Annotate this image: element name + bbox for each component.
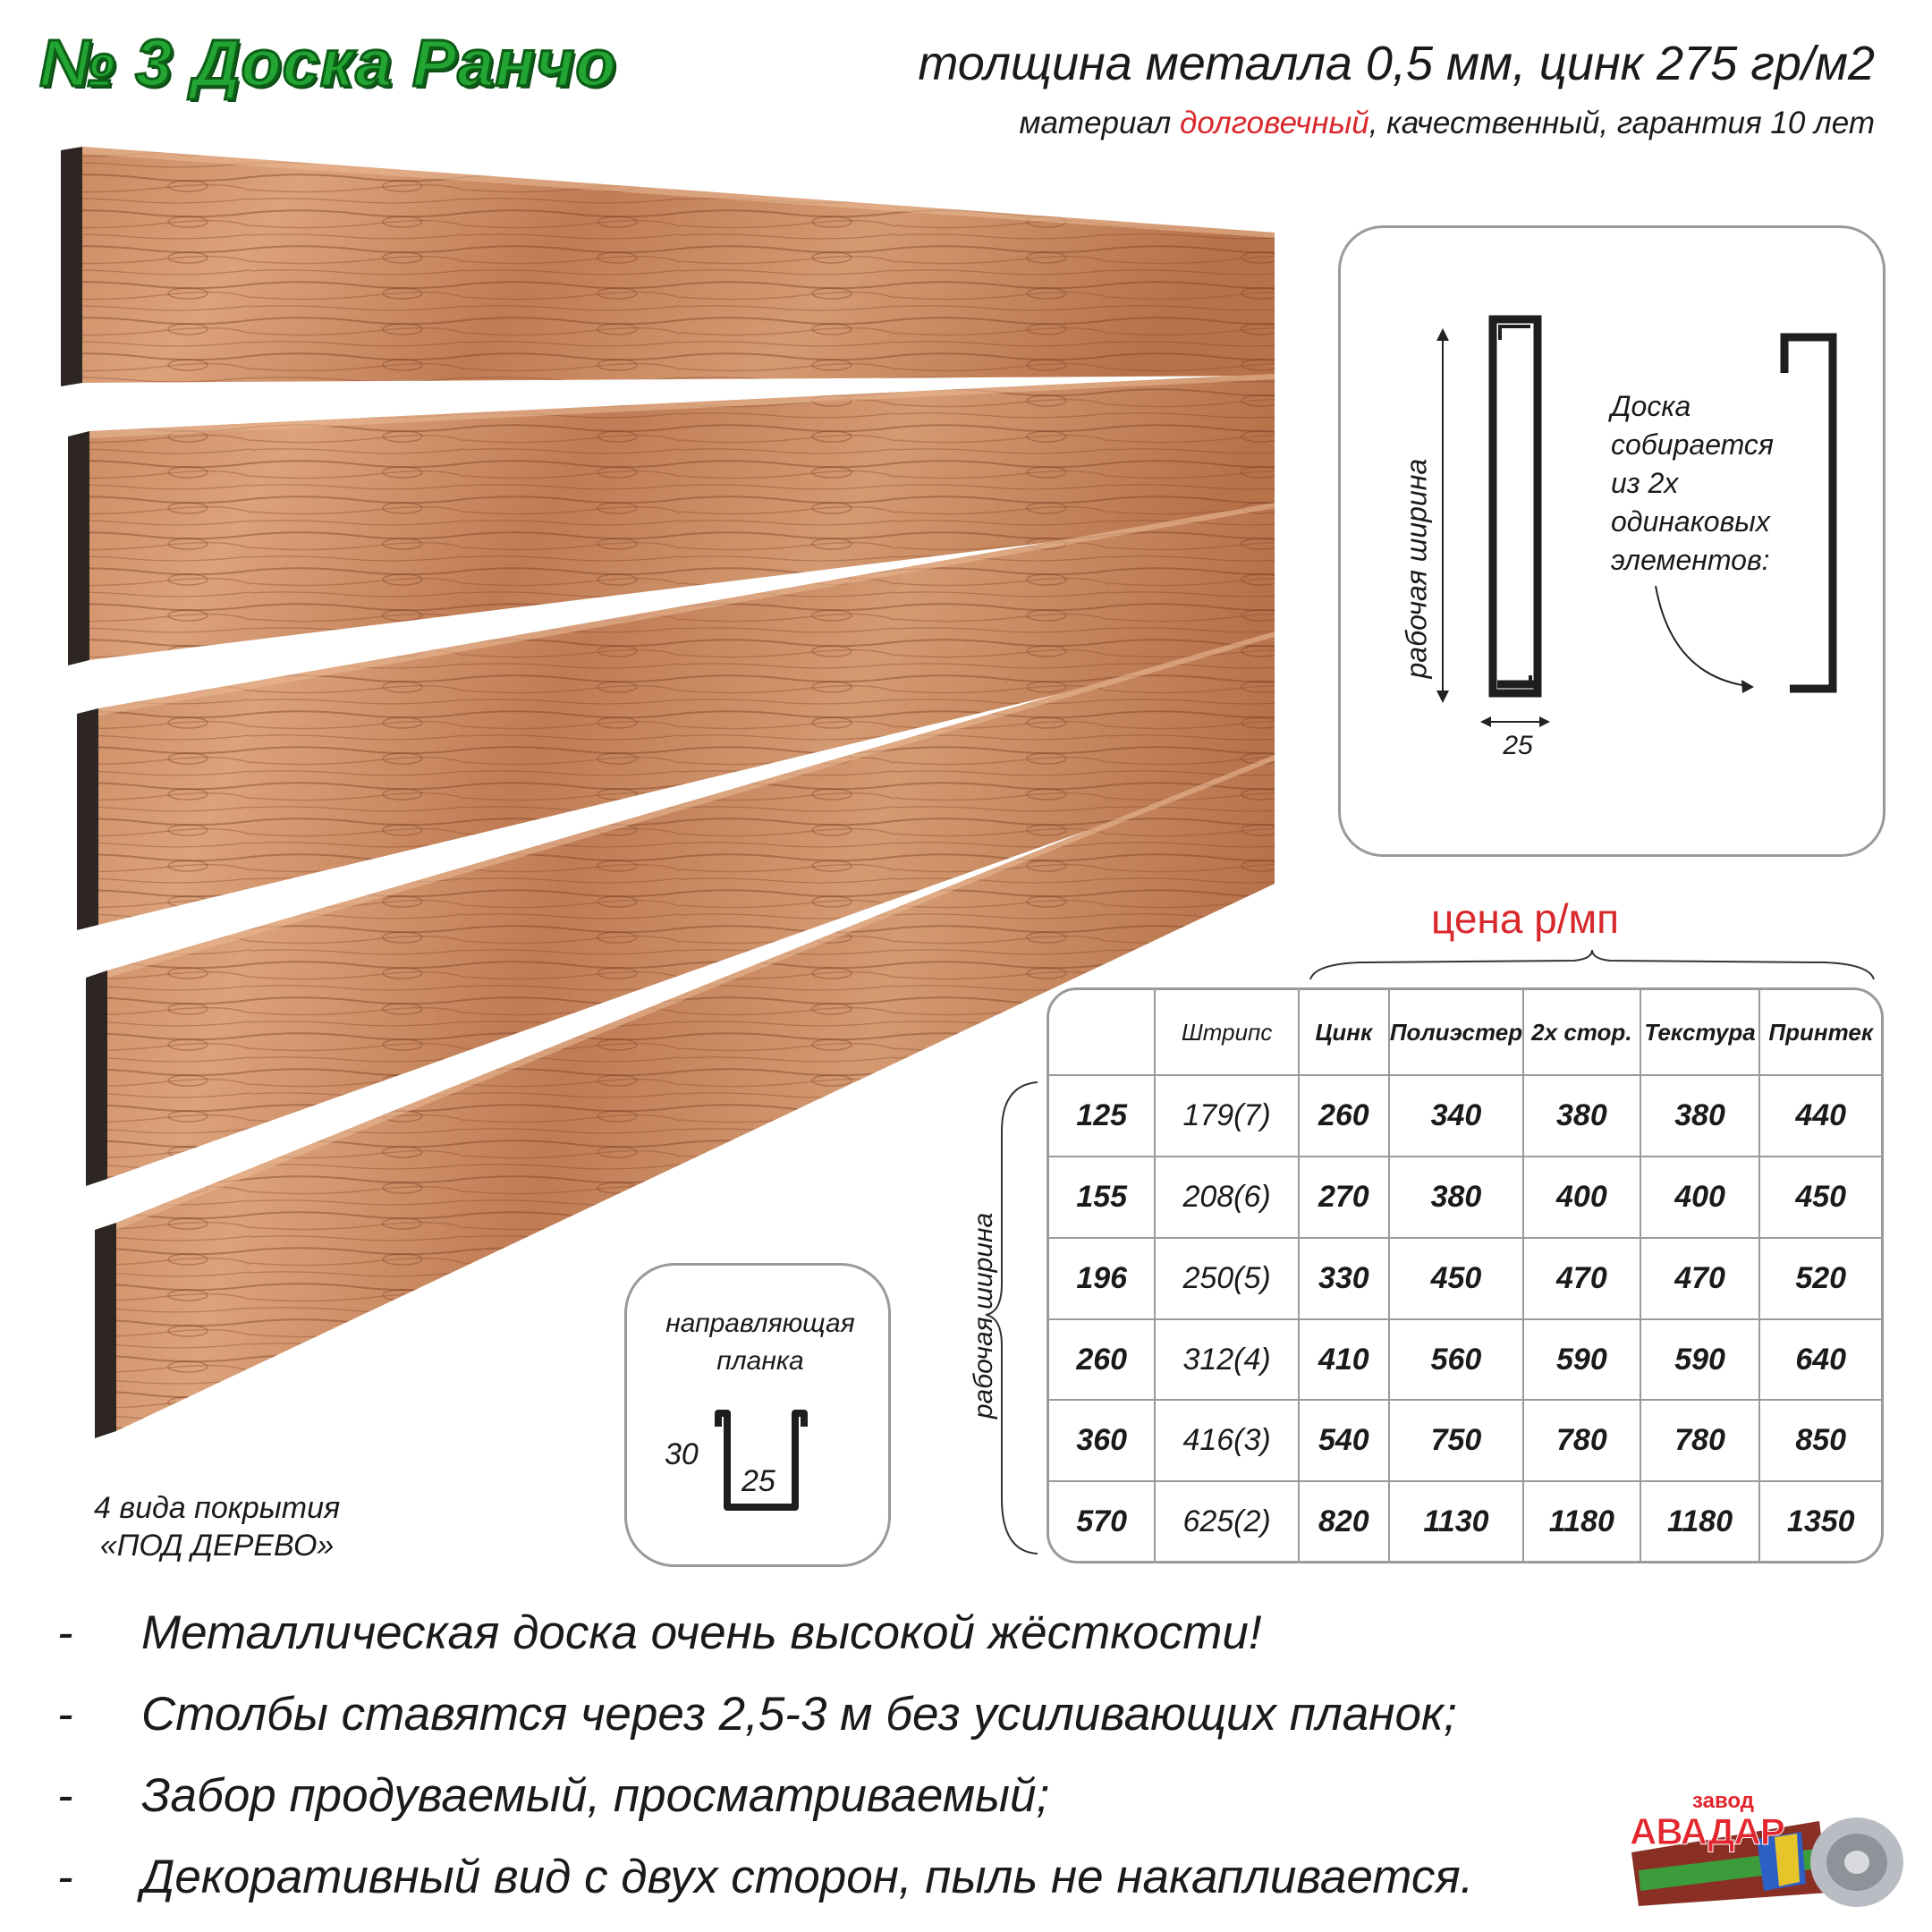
table-cell: 250(5) — [1155, 1238, 1298, 1319]
table-cell: 1350 — [1759, 1481, 1881, 1561]
table-cell: 450 — [1389, 1238, 1523, 1319]
metal-spec: толщина металла 0,5 мм, цинк 275 гр/м2 — [918, 37, 1875, 90]
table-cell: 260 — [1299, 1075, 1389, 1157]
table-cell: 330 — [1299, 1238, 1389, 1319]
table-cell: 520 — [1759, 1238, 1881, 1319]
working-width-label: рабочая ширина — [1400, 458, 1433, 679]
table-header-cell: Цинк — [1299, 990, 1389, 1075]
table-cell: 780 — [1640, 1400, 1760, 1481]
table-header-cell: Принтек — [1759, 990, 1881, 1075]
board — [61, 147, 1275, 386]
material-note-end: , качественный, гарантия 10 лет — [1368, 106, 1875, 140]
table-cell: 820 — [1299, 1481, 1389, 1561]
coating-note — [94, 1489, 340, 1564]
coating-note-line: «ПОД ДЕРЕВО» — [99, 1529, 335, 1563]
table-cell: 400 — [1640, 1157, 1760, 1238]
table-cell: 850 — [1759, 1400, 1881, 1481]
feature-text: Столбы ставятся через 2,5-3 м без усиливающих планок; — [141, 1688, 1457, 1741]
table-cell: 360 — [1049, 1400, 1155, 1481]
material-note-start: материал — [1019, 106, 1180, 140]
bullet-dash: - — [57, 1606, 73, 1659]
table-row — [1049, 1157, 1881, 1238]
table-cell: 125 — [1049, 1075, 1155, 1157]
table-cell: 780 — [1523, 1400, 1640, 1481]
table-header-cell: Штрипс — [1155, 990, 1298, 1075]
bullet-dash: - — [57, 1769, 73, 1822]
table-cell: 340 — [1389, 1075, 1523, 1157]
table-cell: 380 — [1640, 1075, 1760, 1157]
table-row — [1049, 1319, 1881, 1401]
table-cell: 155 — [1049, 1157, 1155, 1238]
table-header-cell — [1049, 990, 1155, 1075]
table-row — [1049, 1481, 1881, 1561]
table-cell: 625(2) — [1155, 1481, 1298, 1561]
table-cell: 470 — [1640, 1238, 1760, 1319]
feature-text: Декоративный вид с двух сторон, пыль не накапливается. — [141, 1851, 1474, 1903]
price-caption: цена р/мп — [1431, 895, 1620, 942]
table-cell: 380 — [1389, 1157, 1523, 1238]
guide-title-line: планка — [716, 1346, 804, 1376]
table-cell: 179(7) — [1155, 1075, 1298, 1157]
table-cell: 400 — [1523, 1157, 1640, 1238]
page-title: № 3 Доска Ранчо — [39, 26, 617, 100]
company-logo — [1623, 1785, 1909, 1911]
table-cell: 196 — [1049, 1238, 1155, 1319]
table-cell: 260 — [1049, 1319, 1155, 1401]
guide-panel — [624, 1263, 891, 1567]
guide-height-value: 30 — [665, 1437, 699, 1471]
feature-text: Забор продуваемый, просматриваемый; — [141, 1769, 1050, 1822]
table-cell: 208(6) — [1155, 1157, 1298, 1238]
logo-small-text: завод — [1692, 1789, 1754, 1813]
table-cell: 560 — [1389, 1319, 1523, 1401]
table-cell: 750 — [1389, 1400, 1523, 1481]
price-table — [1049, 990, 1881, 1561]
assembly-note-line: Доска — [1611, 390, 1691, 422]
feature-text: Металлическая доска очень высокой жёсткости! — [141, 1606, 1262, 1659]
table-cell: 1130 — [1389, 1481, 1523, 1561]
table-cell: 640 — [1759, 1319, 1881, 1401]
table-cell: 1180 — [1523, 1481, 1640, 1561]
guide-title-line: направляющая — [665, 1309, 855, 1338]
profile-width-value: 25 — [1503, 731, 1533, 760]
table-header-cell: Текстура — [1640, 990, 1760, 1075]
table-cell: 590 — [1640, 1319, 1760, 1401]
table-cell: 312(4) — [1155, 1319, 1298, 1401]
table-cell: 440 — [1759, 1075, 1881, 1157]
logo-big-text: АВАДАР — [1630, 1810, 1784, 1852]
bullet-dash: - — [57, 1688, 73, 1741]
table-header-cell: 2х стор. — [1523, 990, 1640, 1075]
table-cell: 1180 — [1640, 1481, 1760, 1561]
table-header-cell: Полиэстер — [1389, 990, 1523, 1075]
assembly-note-line: элементов: — [1611, 544, 1770, 576]
table-cell: 410 — [1299, 1319, 1389, 1401]
table-header-row — [1049, 990, 1881, 1075]
table-row — [1049, 1238, 1881, 1319]
guide-width-value: 25 — [741, 1464, 775, 1498]
assembly-note-line: одинаковых — [1611, 505, 1770, 538]
profile-panel — [1338, 225, 1885, 857]
table-cell: 590 — [1523, 1319, 1640, 1401]
table-cell: 540 — [1299, 1400, 1389, 1481]
table-cell: 270 — [1299, 1157, 1389, 1238]
price-brace — [1306, 948, 1878, 993]
coating-note-line: 4 вида покрытия — [94, 1491, 341, 1525]
assembly-note-line: из 2х — [1611, 467, 1679, 499]
table-cell: 470 — [1523, 1238, 1640, 1319]
table-cell: 570 — [1049, 1481, 1155, 1561]
table-cell: 450 — [1759, 1157, 1881, 1238]
table-row — [1049, 1400, 1881, 1481]
bullet-dash: - — [57, 1851, 73, 1903]
assembly-note — [1611, 387, 1774, 580]
table-cell: 416(3) — [1155, 1400, 1298, 1481]
material-note-highlight: долговечный — [1180, 106, 1369, 140]
assembly-note-line: собирается — [1611, 428, 1775, 461]
table-row — [1049, 1075, 1881, 1157]
guide-profile-diagram — [627, 1266, 894, 1570]
table-cell: 380 — [1523, 1075, 1640, 1157]
rows-side-label: рабочая ширина — [969, 1212, 998, 1419]
price-table-panel — [1046, 987, 1884, 1563]
